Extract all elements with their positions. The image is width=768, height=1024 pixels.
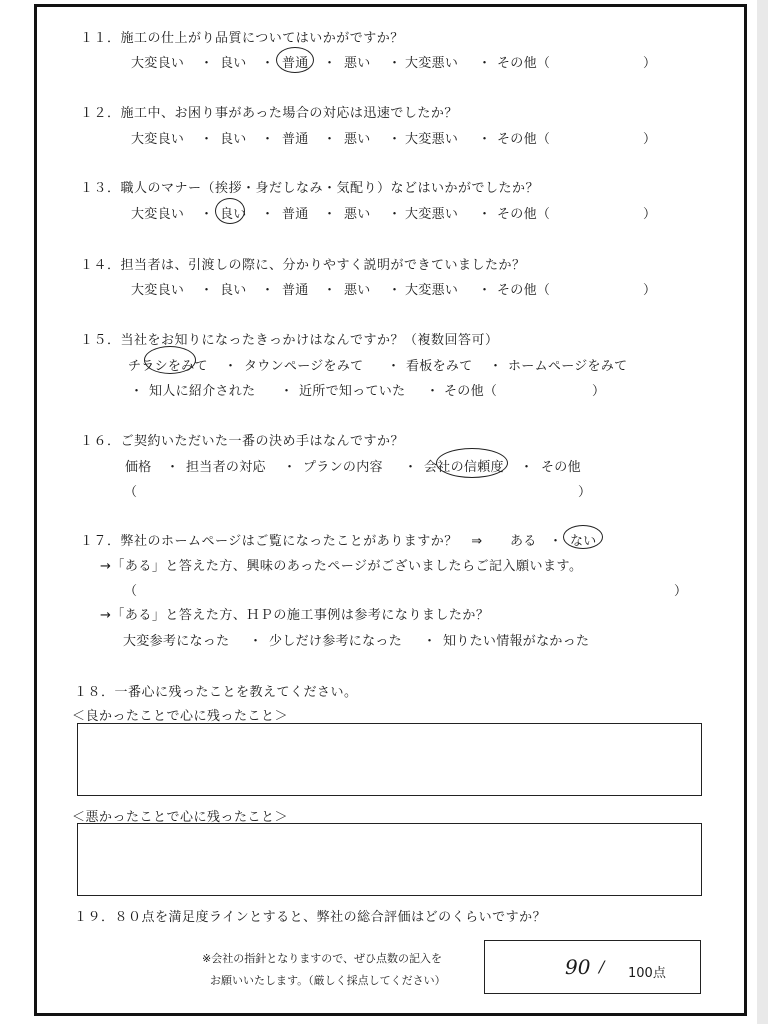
q14-option-average[interactable]: 普通: [282, 283, 309, 298]
q15-option-neighbor[interactable]: 近所で知っていた: [299, 384, 406, 399]
question-12: １２．施工中、お困り事があった場合の対応は迅速でしたか？: [80, 106, 458, 121]
q15-option-homepage[interactable]: ホームページをみて: [508, 359, 628, 374]
q17-sep: ・: [249, 634, 263, 649]
q18-bad-textbox[interactable]: [77, 823, 702, 896]
q13-option-very-bad[interactable]: 大変悪い: [405, 207, 459, 222]
q12-option-very-bad[interactable]: 大変悪い: [405, 132, 459, 147]
scan-edge: [757, 0, 768, 1024]
question-18: １８．一番心に残ったことを教えてください。: [74, 685, 358, 700]
q11-option-average[interactable]: 普通: [282, 56, 309, 71]
handwritten-score: 90: [565, 955, 591, 979]
q18-bad-label: ＜悪かったことで心に残ったこと＞: [72, 810, 289, 825]
q14-sep: ・: [200, 283, 214, 298]
q11-sep: ・: [388, 56, 402, 71]
q17-sep: ・: [549, 534, 563, 549]
q12-close-paren: ）: [643, 132, 657, 147]
q13-option-average[interactable]: 普通: [282, 207, 309, 222]
q13-sep: ・: [200, 207, 214, 222]
q14-option-other[interactable]: その他（: [497, 283, 551, 298]
q11-option-bad[interactable]: 悪い: [344, 56, 371, 71]
q17-option-very-helpful[interactable]: 大変参考になった: [123, 634, 230, 649]
q15-option-flyer[interactable]: チラシをみて: [128, 359, 208, 374]
q16-open-paren: （: [124, 485, 138, 500]
q12-option-average[interactable]: 普通: [282, 132, 309, 147]
q15-close-paren: ）: [592, 384, 606, 399]
q18-good-textbox[interactable]: [77, 723, 702, 796]
score-slash: /: [599, 957, 605, 976]
question-19: １９．８０点を満足度ラインとすると、弊社の総合評価はどのくらいですか？: [74, 910, 547, 925]
q17-sub-question-2: →「ある」と答えた方、ＨＰの施工事例は参考になりましたか？: [100, 608, 490, 623]
q15-sep: ・: [130, 384, 144, 399]
q16-option-plan[interactable]: プランの内容: [303, 460, 383, 475]
question-16: １６．ご契約いただいた一番の決め手はなんですか？: [80, 434, 405, 449]
q17-open-paren: （: [124, 584, 138, 599]
q14-sep: ・: [261, 283, 275, 298]
q17-option-slightly-helpful[interactable]: 少しだけ参考になった: [269, 634, 403, 649]
q12-sep: ・: [388, 132, 402, 147]
q19-note-line-1: ※会社の指針となりますので、ぜひ点数の記入を: [202, 952, 442, 965]
q15-option-town-page[interactable]: タウンページをみて: [244, 359, 364, 374]
q15-sep: ・: [426, 384, 440, 399]
q13-sep: ・: [261, 207, 275, 222]
score-max: 100点: [628, 966, 666, 981]
question-14: １４．担当者は、引渡しの際に、分かりやすく説明ができていましたか？: [80, 258, 526, 273]
q17-close-paren: ）: [674, 584, 688, 599]
q13-sep: ・: [388, 207, 402, 222]
q14-sep: ・: [323, 283, 337, 298]
q13-option-other[interactable]: その他（: [497, 207, 551, 222]
q13-sep: ・: [478, 207, 492, 222]
q15-option-other[interactable]: その他（: [444, 384, 498, 399]
q14-option-very-bad[interactable]: 大変悪い: [405, 283, 459, 298]
q13-option-bad[interactable]: 悪い: [344, 207, 371, 222]
question-17: １７．弊社のホームページはご覧になったことがありますか？ ⇒: [80, 534, 483, 549]
q11-answer-circle: [276, 47, 314, 73]
q11-option-very-bad[interactable]: 大変悪い: [405, 56, 459, 71]
q15-sep: ・: [489, 359, 503, 374]
q16-sep: ・: [520, 460, 534, 475]
q12-option-good[interactable]: 良い: [220, 132, 247, 147]
q16-sep: ・: [166, 460, 180, 475]
q11-sep: ・: [478, 56, 492, 71]
q11-option-very-good[interactable]: 大変良い: [131, 56, 185, 71]
q12-option-very-good[interactable]: 大変良い: [131, 132, 185, 147]
q11-close-paren: ）: [643, 56, 657, 71]
q17-option-yes[interactable]: ある: [510, 534, 537, 549]
q13-option-good[interactable]: 良い: [220, 207, 247, 222]
q12-sep: ・: [200, 132, 214, 147]
q12-option-other[interactable]: その他（: [497, 132, 551, 147]
q12-sep: ・: [478, 132, 492, 147]
q11-option-good[interactable]: 良い: [220, 56, 247, 71]
q17-option-no[interactable]: ない: [570, 534, 597, 549]
q17-answer-circle: [563, 525, 603, 549]
q15-option-signboard[interactable]: 看板をみて: [406, 359, 473, 374]
q14-close-paren: ）: [643, 283, 657, 298]
q14-option-very-good[interactable]: 大変良い: [131, 283, 185, 298]
score-box[interactable]: [484, 940, 701, 994]
q13-sep: ・: [323, 207, 337, 222]
question-15: １５．当社をお知りになったきっかけはなんですか？（複数回答可）: [80, 333, 499, 348]
q15-sep: ・: [280, 384, 294, 399]
q15-answer-circle: [144, 346, 196, 374]
q11-sep: ・: [261, 56, 275, 71]
q16-option-other[interactable]: その他: [541, 460, 581, 475]
q16-option-staff[interactable]: 担当者の対応: [186, 460, 266, 475]
q17-sep: ・: [423, 634, 437, 649]
q18-good-label: ＜良かったことで心に残ったこと＞: [72, 709, 289, 724]
q11-sep: ・: [200, 56, 214, 71]
q14-option-bad[interactable]: 悪い: [344, 283, 371, 298]
q15-sep: ・: [224, 359, 238, 374]
q16-option-price[interactable]: 価格: [125, 460, 152, 475]
q13-answer-circle: [215, 198, 245, 224]
q16-sep: ・: [404, 460, 418, 475]
q14-sep: ・: [388, 283, 402, 298]
q15-option-referral[interactable]: 知人に紹介された: [149, 384, 256, 399]
q11-option-other[interactable]: その他（: [497, 56, 551, 71]
q13-close-paren: ）: [643, 207, 657, 222]
q12-sep: ・: [323, 132, 337, 147]
q13-option-very-good[interactable]: 大変良い: [131, 207, 185, 222]
question-13: １３．職人のマナー（挨拶・身だしなみ・気配り）などはいかがでしたか？: [80, 181, 540, 196]
question-11: １１．施工の仕上がり品質についてはいかがですか？: [80, 31, 404, 46]
q12-sep: ・: [261, 132, 275, 147]
q14-option-good[interactable]: 良い: [220, 283, 247, 298]
q16-close-paren: ）: [578, 485, 592, 500]
q16-option-trust[interactable]: 会社の信頼度: [424, 460, 504, 475]
q12-option-bad[interactable]: 悪い: [344, 132, 371, 147]
q16-sep: ・: [283, 460, 297, 475]
q15-sep: ・: [387, 359, 401, 374]
q16-answer-circle: [436, 448, 508, 478]
q17-option-no-info[interactable]: 知りたい情報がなかった: [443, 634, 590, 649]
q17-sub-question-1: →「ある」と答えた方、興味のあったページがございましたらご記入願います。: [100, 559, 583, 574]
q11-sep: ・: [323, 56, 337, 71]
q14-sep: ・: [478, 283, 492, 298]
q19-note-line-2: お願いいたします。（厳しく採点してください）: [210, 974, 446, 987]
